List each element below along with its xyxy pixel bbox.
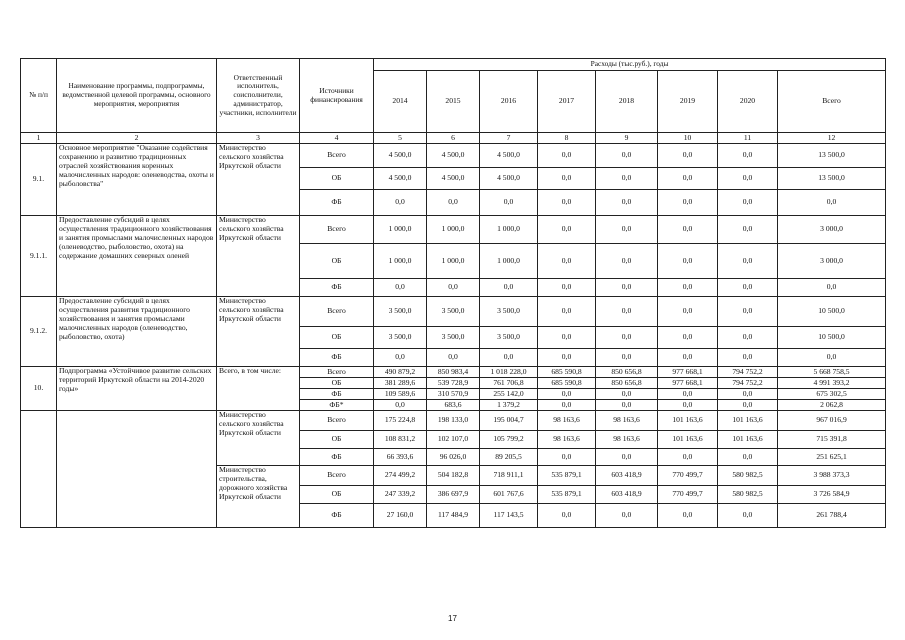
row-source: Всего xyxy=(300,466,374,486)
row-value: 3 500,0 xyxy=(480,297,538,327)
row-value: 0,0 xyxy=(718,400,778,411)
row-value: 770 499,7 xyxy=(658,486,718,504)
header-year: 2017 xyxy=(538,71,596,133)
row-value: 101 163,6 xyxy=(658,411,718,431)
row-total: 2 062,8 xyxy=(778,400,886,411)
row-total: 261 788,4 xyxy=(778,504,886,528)
row-total: 10 500,0 xyxy=(778,327,886,349)
row-value: 98 163,6 xyxy=(596,431,658,449)
row-value: 175 224,8 xyxy=(374,411,427,431)
row-value: 1 000,0 xyxy=(427,244,480,279)
row-value: 0,0 xyxy=(718,297,778,327)
row-number: 9.1. xyxy=(21,144,57,216)
row-value: 0,0 xyxy=(658,327,718,349)
row-value: 101 163,6 xyxy=(658,431,718,449)
table-row xyxy=(21,297,886,327)
row-value: 0,0 xyxy=(480,279,538,297)
column-number: 5 xyxy=(374,133,427,144)
row-value: 96 026,0 xyxy=(427,449,480,466)
row-value: 535 879,1 xyxy=(538,466,596,486)
column-number: 3 xyxy=(217,133,300,144)
row-number: 9.1.1. xyxy=(21,216,57,297)
row-value: 0,0 xyxy=(480,349,538,367)
row-source: ФБ xyxy=(300,504,374,528)
column-number: 8 xyxy=(538,133,596,144)
row-total: 13 500,0 xyxy=(778,168,886,190)
table-body xyxy=(21,144,886,528)
row-value: 117 484,9 xyxy=(427,504,480,528)
row-value: 1 000,0 xyxy=(480,244,538,279)
row-total: 5 668 758,5 xyxy=(778,367,886,378)
row-responsible: Министерство строительства, дорожного хозяйства Иркутской области xyxy=(217,466,300,528)
row-value: 0,0 xyxy=(658,144,718,168)
row-value: 0,0 xyxy=(658,216,718,244)
row-value: 0,0 xyxy=(427,349,480,367)
row-value: 850 656,8 xyxy=(596,378,658,389)
row-source: ФБ xyxy=(300,279,374,297)
row-value: 4 500,0 xyxy=(480,144,538,168)
row-value: 0,0 xyxy=(718,327,778,349)
row-value: 685 590,8 xyxy=(538,367,596,378)
row-value: 0,0 xyxy=(538,327,596,349)
row-value: 0,0 xyxy=(718,449,778,466)
row-value: 3 500,0 xyxy=(374,297,427,327)
row-value: 0,0 xyxy=(538,389,596,400)
row-value: 4 500,0 xyxy=(480,168,538,190)
header-year: 2020 xyxy=(718,71,778,133)
row-value: 195 004,7 xyxy=(480,411,538,431)
row-value: 0,0 xyxy=(658,449,718,466)
header-year: 2019 xyxy=(658,71,718,133)
row-value: 0,0 xyxy=(596,504,658,528)
row-value: 539 728,9 xyxy=(427,378,480,389)
table-row xyxy=(21,216,886,244)
row-value: 0,0 xyxy=(658,279,718,297)
row-value: 0,0 xyxy=(538,216,596,244)
row-value: 1 000,0 xyxy=(427,216,480,244)
row-value: 0,0 xyxy=(718,279,778,297)
row-value: 1 018 228,0 xyxy=(480,367,538,378)
row-value: 0,0 xyxy=(480,190,538,216)
row-source: ОБ xyxy=(300,431,374,449)
header-year: 2015 xyxy=(427,71,480,133)
row-value: 0,0 xyxy=(427,279,480,297)
row-total: 10 500,0 xyxy=(778,297,886,327)
row-value: 761 706,8 xyxy=(480,378,538,389)
row-value: 0,0 xyxy=(538,144,596,168)
table-row xyxy=(21,367,886,378)
row-value: 109 589,6 xyxy=(374,389,427,400)
header-responsible: Ответственный исполнитель, соисполнители, администратор, участники, исполнители xyxy=(217,59,300,133)
row-value: 101 163,6 xyxy=(718,411,778,431)
row-value: 386 697,9 xyxy=(427,486,480,504)
column-number-row xyxy=(21,133,886,144)
row-value: 0,0 xyxy=(718,168,778,190)
header-name: Наименование программы, подпрограммы, ведомственной целевой программы, основного мероприятия, мероприятия xyxy=(57,59,217,133)
row-total: 0,0 xyxy=(778,190,886,216)
row-value: 0,0 xyxy=(596,279,658,297)
row-value: 0,0 xyxy=(538,244,596,279)
row-value: 0,0 xyxy=(596,168,658,190)
row-value: 0,0 xyxy=(596,144,658,168)
funding-table xyxy=(20,58,886,528)
row-value: 0,0 xyxy=(374,190,427,216)
row-value: 3 500,0 xyxy=(427,327,480,349)
row-value: 4 500,0 xyxy=(427,144,480,168)
table-row xyxy=(21,144,886,168)
row-source: ФБ xyxy=(300,349,374,367)
row-value: 0,0 xyxy=(718,389,778,400)
row-source: Всего xyxy=(300,297,374,327)
row-value: 977 668,1 xyxy=(658,378,718,389)
row-value: 105 799,2 xyxy=(480,431,538,449)
row-value: 603 418,9 xyxy=(596,486,658,504)
row-value: 770 499,7 xyxy=(658,466,718,486)
row-total: 967 016,9 xyxy=(778,411,886,431)
column-number: 9 xyxy=(596,133,658,144)
row-value: 0,0 xyxy=(658,297,718,327)
table-row xyxy=(21,411,886,431)
row-value: 108 831,2 xyxy=(374,431,427,449)
row-value: 4 500,0 xyxy=(374,144,427,168)
row-value: 98 163,6 xyxy=(596,411,658,431)
row-value: 0,0 xyxy=(596,349,658,367)
row-value: 4 500,0 xyxy=(374,168,427,190)
row-value: 0,0 xyxy=(596,389,658,400)
row-value: 977 668,1 xyxy=(658,367,718,378)
row-source: ФБ xyxy=(300,449,374,466)
row-name-empty xyxy=(57,411,217,528)
row-responsible: Министерство сельского хозяйства Иркутской области xyxy=(217,411,300,466)
row-total: 675 302,5 xyxy=(778,389,886,400)
row-value: 683,6 xyxy=(427,400,480,411)
row-value: 1 379,2 xyxy=(480,400,538,411)
column-number: 7 xyxy=(480,133,538,144)
row-value: 0,0 xyxy=(538,168,596,190)
column-number: 2 xyxy=(57,133,217,144)
header-year: 2016 xyxy=(480,71,538,133)
row-value: 0,0 xyxy=(718,244,778,279)
row-source: ОБ xyxy=(300,327,374,349)
row-name: Подпрограмма «Устойчивое развитие сельских территорий Иркутской области на 2014-2020 годы» xyxy=(57,367,217,411)
row-total: 3 000,0 xyxy=(778,244,886,279)
row-value: 0,0 xyxy=(658,349,718,367)
header-year: 2014 xyxy=(374,71,427,133)
row-value: 4 500,0 xyxy=(427,168,480,190)
row-value: 0,0 xyxy=(374,400,427,411)
row-value: 1 000,0 xyxy=(374,244,427,279)
row-source: ОБ xyxy=(300,378,374,389)
row-total: 715 391,8 xyxy=(778,431,886,449)
header-total: Всего xyxy=(778,71,886,133)
row-value: 0,0 xyxy=(596,297,658,327)
row-number: 9.1.2. xyxy=(21,297,57,367)
row-value: 255 142,0 xyxy=(480,389,538,400)
row-value: 1 000,0 xyxy=(480,216,538,244)
row-value: 102 107,0 xyxy=(427,431,480,449)
row-value: 381 289,6 xyxy=(374,378,427,389)
row-value: 198 133,0 xyxy=(427,411,480,431)
row-source: ФБ xyxy=(300,190,374,216)
row-value: 98 163,6 xyxy=(538,411,596,431)
row-value: 0,0 xyxy=(658,244,718,279)
row-value: 0,0 xyxy=(658,504,718,528)
row-value: 0,0 xyxy=(427,190,480,216)
row-value: 0,0 xyxy=(718,216,778,244)
row-value: 490 879,2 xyxy=(374,367,427,378)
row-value: 0,0 xyxy=(538,449,596,466)
row-value: 504 182,8 xyxy=(427,466,480,486)
row-value: 27 160,0 xyxy=(374,504,427,528)
row-source: ОБ xyxy=(300,244,374,279)
row-value: 0,0 xyxy=(538,297,596,327)
row-value: 247 339,2 xyxy=(374,486,427,504)
row-name: Основное мероприятие "Оказание содействия сохранению и развитию традиционных отраслей хозяйствования коренных малочисленных народов: оленеводства, охоты и рыболовства" xyxy=(57,144,217,216)
header-source: Источники финансирования xyxy=(300,59,374,133)
row-value: 0,0 xyxy=(718,504,778,528)
row-value: 850 656,8 xyxy=(596,367,658,378)
row-value: 603 418,9 xyxy=(596,466,658,486)
row-value: 0,0 xyxy=(538,279,596,297)
row-source: ФБ* xyxy=(300,400,374,411)
row-value: 66 393,6 xyxy=(374,449,427,466)
row-value: 0,0 xyxy=(596,190,658,216)
row-value: 794 752,2 xyxy=(718,378,778,389)
row-value: 794 752,2 xyxy=(718,367,778,378)
row-value: 117 143,5 xyxy=(480,504,538,528)
row-value: 580 982,5 xyxy=(718,466,778,486)
column-number: 10 xyxy=(658,133,718,144)
row-value: 0,0 xyxy=(658,168,718,190)
row-total: 4 991 393,2 xyxy=(778,378,886,389)
row-value: 3 500,0 xyxy=(480,327,538,349)
column-number: 12 xyxy=(778,133,886,144)
row-source: Всего xyxy=(300,411,374,431)
row-value: 0,0 xyxy=(718,190,778,216)
row-responsible: Всего, в том числе: xyxy=(217,367,300,411)
row-value: 0,0 xyxy=(596,216,658,244)
row-total: 0,0 xyxy=(778,279,886,297)
column-number: 1 xyxy=(21,133,57,144)
row-value: 3 500,0 xyxy=(374,327,427,349)
page-number: 17 xyxy=(448,614,457,623)
row-value: 0,0 xyxy=(596,327,658,349)
column-number: 4 xyxy=(300,133,374,144)
row-value: 98 163,6 xyxy=(538,431,596,449)
row-value: 0,0 xyxy=(538,190,596,216)
row-value: 0,0 xyxy=(538,504,596,528)
row-responsible: Министерство сельского хозяйства Иркутской области xyxy=(217,297,300,367)
row-value: 850 983,4 xyxy=(427,367,480,378)
row-total: 3 988 373,3 xyxy=(778,466,886,486)
row-name: Предоставление субсидий в целях осуществления традиционного хозяйствования и занятия промыслами малочисленных народов (оленеводство, рыболовство, охота) на содержание домашних северных оленей xyxy=(57,216,217,297)
row-value: 101 163,6 xyxy=(718,431,778,449)
row-number-empty xyxy=(21,411,57,528)
row-source: Всего xyxy=(300,216,374,244)
row-value: 0,0 xyxy=(658,389,718,400)
row-number: 10. xyxy=(21,367,57,411)
row-total: 0,0 xyxy=(778,349,886,367)
row-value: 535 879,1 xyxy=(538,486,596,504)
row-responsible: Министерство сельского хозяйства Иркутской области xyxy=(217,216,300,297)
row-value: 601 767,6 xyxy=(480,486,538,504)
row-value: 0,0 xyxy=(596,400,658,411)
row-value: 1 000,0 xyxy=(374,216,427,244)
row-value: 0,0 xyxy=(374,349,427,367)
row-total: 3 726 584,9 xyxy=(778,486,886,504)
row-value: 0,0 xyxy=(718,144,778,168)
row-value: 580 982,5 xyxy=(718,486,778,504)
row-value: 0,0 xyxy=(718,349,778,367)
header-year: 2018 xyxy=(596,71,658,133)
row-value: 685 590,8 xyxy=(538,378,596,389)
header-num: № п/п xyxy=(21,59,57,133)
row-value: 89 205,5 xyxy=(480,449,538,466)
header-expenses: Расходы (тыс.руб.), годы xyxy=(374,59,886,71)
row-value: 0,0 xyxy=(374,279,427,297)
row-value: 0,0 xyxy=(538,400,596,411)
column-number: 6 xyxy=(427,133,480,144)
row-total: 251 625,1 xyxy=(778,449,886,466)
column-number: 11 xyxy=(718,133,778,144)
row-name: Предоставление субсидий в целях осуществления развития традиционного хозяйствования и занятия промыслами малочисленных народов (оленеводство, рыболовство, охота) xyxy=(57,297,217,367)
row-value: 0,0 xyxy=(538,349,596,367)
row-source: Всего xyxy=(300,367,374,378)
row-value: 274 499,2 xyxy=(374,466,427,486)
row-source: ФБ xyxy=(300,389,374,400)
row-value: 0,0 xyxy=(596,449,658,466)
row-value: 3 500,0 xyxy=(427,297,480,327)
row-value: 718 911,1 xyxy=(480,466,538,486)
row-source: ОБ xyxy=(300,168,374,190)
row-source: ОБ xyxy=(300,486,374,504)
row-value: 0,0 xyxy=(658,190,718,216)
row-responsible: Министерство сельского хозяйства Иркутской области xyxy=(217,144,300,216)
row-value: 0,0 xyxy=(658,400,718,411)
row-total: 13 500,0 xyxy=(778,144,886,168)
row-value: 310 570,9 xyxy=(427,389,480,400)
row-value: 0,0 xyxy=(596,244,658,279)
row-total: 3 000,0 xyxy=(778,216,886,244)
row-source: Всего xyxy=(300,144,374,168)
